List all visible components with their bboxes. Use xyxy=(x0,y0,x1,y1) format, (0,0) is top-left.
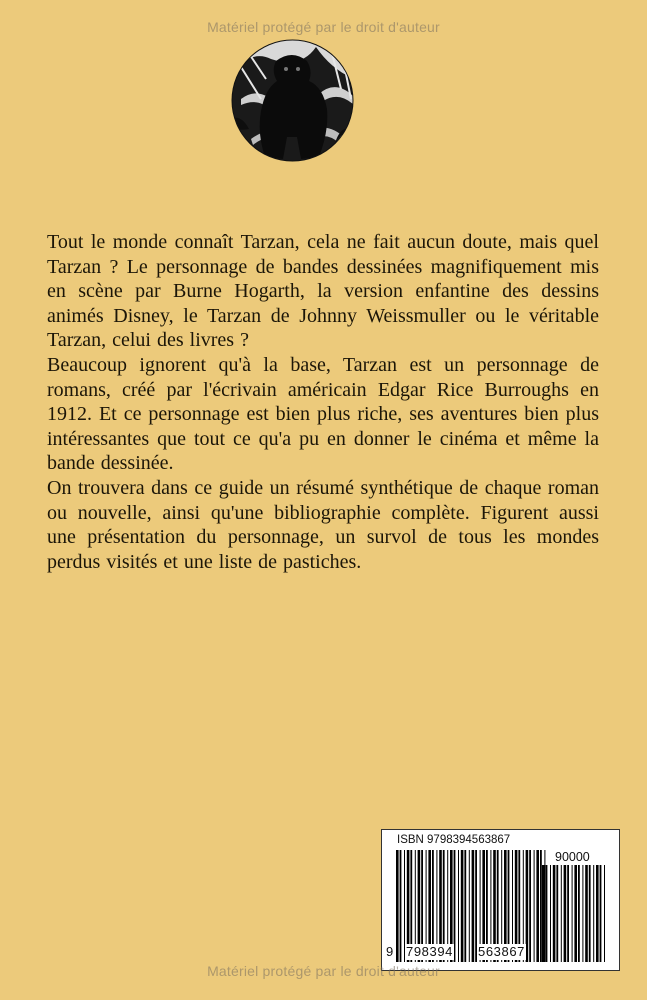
back-cover-description xyxy=(47,230,599,574)
isbn-label: ISBN 9798394563867 xyxy=(397,834,511,846)
description-paragraph: Tout le monde connaît Tarzan, cela ne fait aucun doute, mais quel Tarzan ? Le personnage de bandes dessinées magnifiquement mis en scène par Burne Hogarth, la version enfantine des dessins animés Disney, le Tarzan de Johnny Weissmuller ou le véritable Tarzan, celui des livres ? xyxy=(47,231,599,352)
price-code-label: 90000 xyxy=(555,850,590,864)
copyright-watermark-bottom: Matériel protégé par le droit d'auteur xyxy=(207,963,440,979)
barcode-digit-group: 798394 xyxy=(406,944,453,959)
barcode-lead-digit: 9 xyxy=(386,944,394,959)
isbn-barcode xyxy=(381,829,620,971)
gorilla-in-jungle-emblem xyxy=(231,39,354,162)
addon-barcode-bars xyxy=(542,865,606,962)
description-paragraph: On trouvera dans ce guide un résumé synthétique de chaque roman ou nouvelle, ainsi qu'une bibliographie complète. Figurent aussi une présentation du personnage, un survol de tous les mondes perdus visités et une liste de pastiches. xyxy=(47,476,599,573)
description-paragraph: Beaucoup ignorent qu'à la base, Tarzan est un personnage de romans, créé par l'écrivain américain Edgar Rice Burroughs en 1912. Et ce personnage est bien plus riche, ses aventures bien plus intéressantes que tout ce qu'a pu en donner le cinéma et même la bande dessinée. xyxy=(47,353,599,475)
barcode-digit-group: 563867 xyxy=(478,944,525,959)
copyright-watermark-top: Matériel protégé par le droit d'auteur xyxy=(207,19,440,35)
